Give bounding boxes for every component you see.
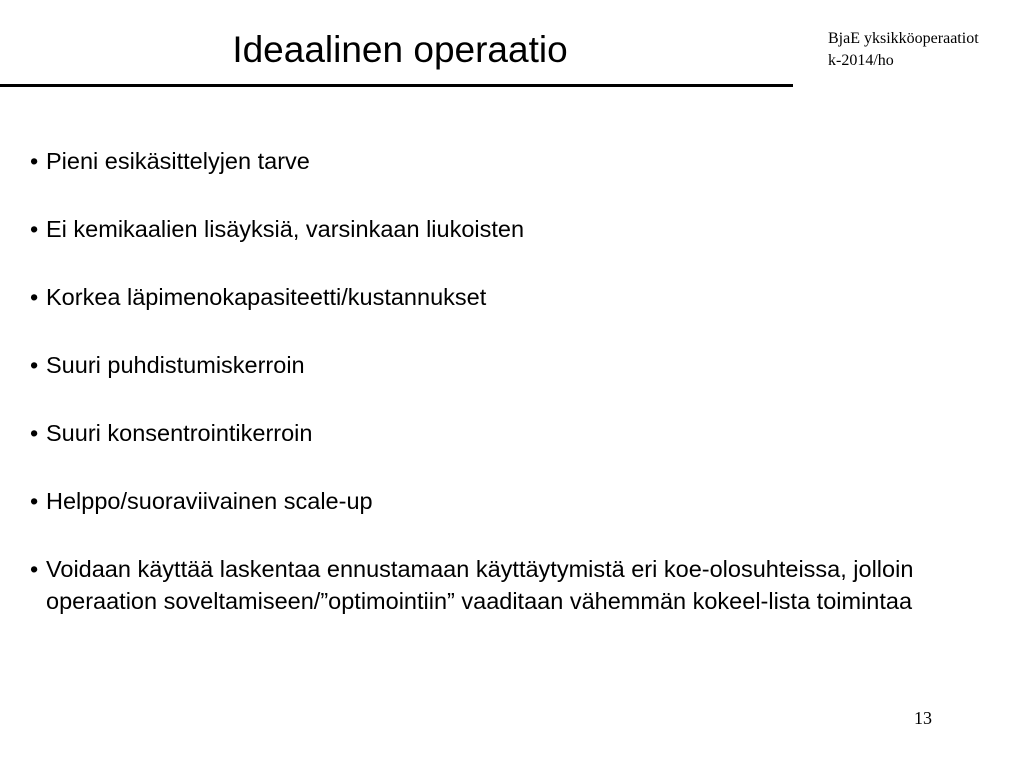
slide-title: Ideaalinen operaatio [232,29,568,70]
list-item [30,553,1020,617]
bullet-icon: • [30,148,39,174]
bullet-text: Voidaan käyttää laskentaa ennustamaan käyttäytymistä eri koe-olosuhteissa, jolloin operaation soveltamiseen/”optimointiin” vaaditaan vähemmän kokeel-lista toimintaa [46,556,914,614]
course-name: BjaE yksikköoperaatiot [828,30,979,47]
course-tag [828,28,1024,72]
bullet-icon: • [30,352,39,378]
list-item [30,485,1020,517]
bullet-text: Korkea läpimenokapasiteetti/kustannukset [46,284,487,310]
bullet-icon: • [30,284,39,310]
list-item [30,417,1020,449]
bullet-text: Suuri konsentrointikerroin [46,420,313,446]
bullet-icon: • [30,556,39,582]
list-item [30,213,1020,245]
list-item [30,145,1020,177]
bullet-text: Ei kemikaalien lisäyksiä, varsinkaan liukoisten [46,216,525,242]
title-underline [0,84,793,87]
bullet-icon: • [30,488,39,514]
bullet-text: Suuri puhdistumiskerroin [46,352,305,378]
bullet-text: Pieni esikäsittelyjen tarve [46,148,310,174]
bullet-text: Helppo/suoraviivainen scale-up [46,488,373,514]
bullet-icon: • [30,216,39,242]
bullet-list [30,145,1020,617]
list-item [30,349,1020,381]
course-term: k-2014/ho [828,52,894,69]
page-number: 13 [914,708,932,728]
bullet-icon: • [30,420,39,446]
list-item [30,281,1020,313]
